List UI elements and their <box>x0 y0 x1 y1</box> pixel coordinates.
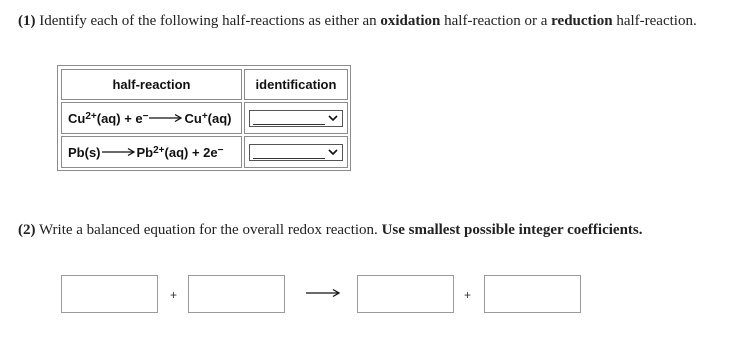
question-1-bold-oxidation: oxidation <box>380 13 441 29</box>
question-1-text <box>18 13 697 30</box>
right-arrow-icon <box>149 113 183 123</box>
reactant-2-input[interactable] <box>188 275 285 313</box>
question-1-text-b: half-reaction or a <box>440 13 552 29</box>
identification-select-2[interactable] <box>249 144 343 161</box>
half-reaction-table <box>57 65 351 171</box>
question-2-number: (2) <box>18 222 36 238</box>
identification-cell-2 <box>244 136 348 168</box>
select-1-value <box>253 114 325 125</box>
row-2-product: Pb <box>136 144 154 160</box>
plus-sign-2: + <box>464 288 472 302</box>
question-2-text-body: Write a balanced equation for the overall redox reaction. <box>35 222 382 238</box>
chevron-down-icon <box>328 114 338 122</box>
header-half-reaction: half-reaction <box>61 69 242 100</box>
row-1-reactant: Cu <box>68 110 86 126</box>
question-1-bold-reduction: reduction <box>551 13 613 29</box>
half-reaction-row-1: Cu $^{2+}$ (aq) + e − Cu + (aq) <box>61 102 242 134</box>
chevron-down-icon <box>328 148 338 156</box>
row-2-reactant: Pb(s) <box>68 144 101 160</box>
identification-cell-1 <box>244 102 348 134</box>
row-1-product: Cu <box>184 110 202 126</box>
question-2-bold-instruction: Use smallest possible integer coefficients. <box>381 222 643 238</box>
question-1-number: (1) <box>18 13 36 29</box>
question-1-text-a: Identify each of the following half-reactions as either an <box>35 13 381 29</box>
row-1-product-tail: (aq) <box>207 110 232 126</box>
row-2-product-tail: (aq) + 2e <box>164 144 218 160</box>
row-1-reactant-tail: (aq) + e <box>96 110 143 126</box>
header-identification: identification <box>244 69 348 100</box>
half-reaction-row-2: Pb(s) Pb $^{2+}$ (aq) + 2e − <box>61 136 242 168</box>
identification-select-1[interactable] <box>249 110 343 127</box>
product-1-input[interactable] <box>357 275 454 313</box>
question-2-text <box>18 222 643 239</box>
question-1-text-c: half-reaction. <box>612 13 697 29</box>
right-arrow-icon <box>102 147 136 157</box>
long-right-arrow-icon <box>305 288 341 298</box>
reactant-1-input[interactable] <box>61 275 158 313</box>
product-2-input[interactable] <box>484 275 581 313</box>
select-2-value <box>253 148 325 159</box>
plus-sign-1: + <box>170 288 178 302</box>
